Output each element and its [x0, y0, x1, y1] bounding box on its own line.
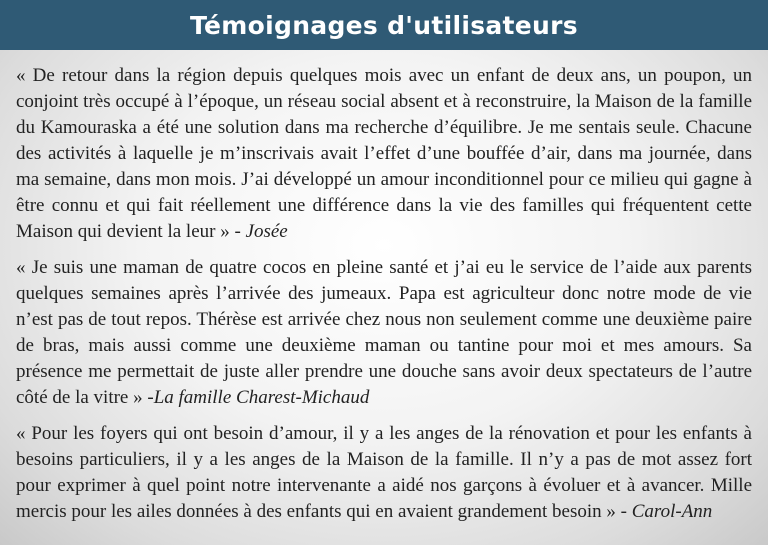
page-title: Témoignages d'utilisateurs: [190, 10, 578, 40]
testimonial-quote: « Je suis une maman de quatre cocos en pleine santé et j’ai eu le service de l’aide aux parents quelques semaines après l’arrivée des jumeaux. Papa est agriculteur donc notre mode de vie n’est pas de tout repos. Thérèse est arrivée chez nous non seulement comme une deuxième paire de bras, mais aussi comme une deuxième maman ou tantine pour moi et mes amours. Sa présence me permettait de juste aller prendre une douche sans avoir deux spectateurs de l’autre côté de la vitre »: [16, 257, 752, 408]
testimonial-3: [16, 421, 752, 525]
header-banner: [0, 0, 768, 50]
testimonial-quote: « Pour les foyers qui ont besoin d’amour, il y a les anges de la rénovation et pour les enfants à besoins particuliers, il y a les anges de la Maison de la famille. Il n’y a pas de mot assez fort pour exprimer à quel point notre intervenante a aidé nos garçons à évoluer et à avancer. Mille mercis pour les ailes données à des enfants qui en avaient grandement besoin »: [16, 423, 752, 522]
testimonial-author: Carol-Ann: [631, 501, 713, 522]
testimonial-author: La famille Charest-Michaud: [153, 387, 370, 408]
author-separator: -: [229, 221, 246, 242]
testimonial-quote: « De retour dans la région depuis quelques mois avec un enfant de deux ans, un poupon, un conjoint très occupé à l’époque, un réseau social absent et à reconstruire, la Maison de la famille du Kamouraska a été une solution dans ma recherche d’équilibre. Je me sentais seule. Chacune des activités à laquelle je m’inscrivais avait l’effet d’une bouffée d’air, dans ma journée, dans ma semaine, dans mon mois. J’ai développé un amour inconditionnel pour ce milieu qui gagne à être connu et qui fait réellement une différence dans la vie des familles qui fréquentent cette Maison qui devient la leur »: [16, 65, 752, 242]
author-separator: -: [142, 387, 154, 408]
testimonial-2: [16, 255, 752, 411]
testimonial-1: [16, 63, 752, 245]
testimonials-section: [0, 50, 768, 525]
testimonial-author: Josée: [245, 221, 288, 242]
author-separator: -: [615, 501, 632, 522]
